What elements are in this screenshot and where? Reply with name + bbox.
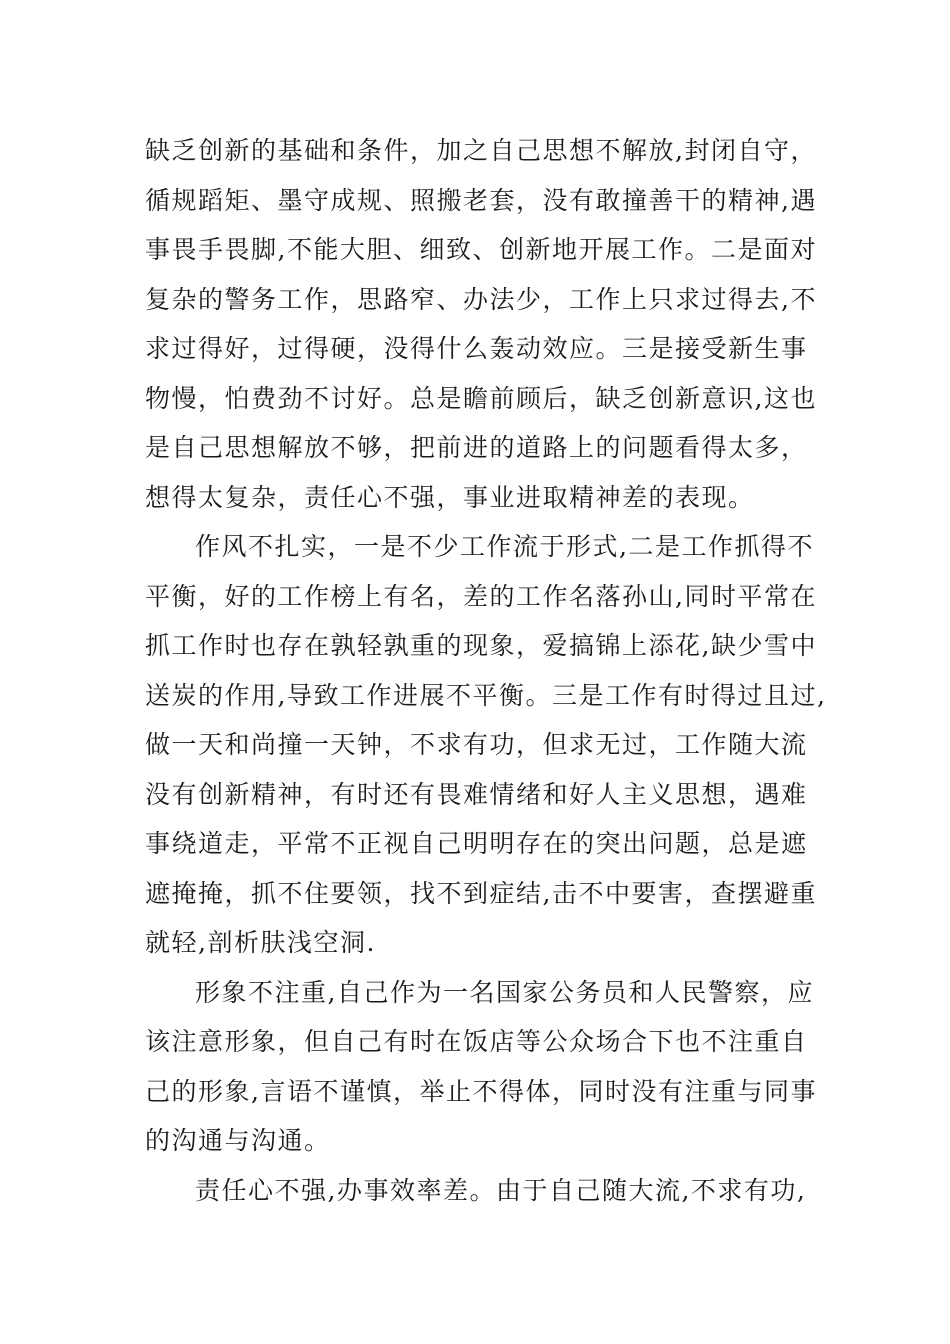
- text-line: 循规蹈矩、墨守成规、照搬老套，没有敢撞善干的精神,遇: [145, 185, 817, 215]
- text-line: 己的形象,言语不谨慎，举止不得体，同时没有注重与同事: [145, 1076, 817, 1106]
- text-line: 物慢，怕费劲不讨好。总是瞻前顾后，缺乏创新意识,这也: [145, 383, 817, 413]
- text-line: 就轻,剖析肤浅空洞.: [145, 928, 376, 957]
- text-line: 想得太复杂，责任心不强，事业进取精神差的表现。: [145, 482, 755, 512]
- body-text: [145, 126, 825, 1215]
- text-line: 求过得好，过得硬，没得什么轰动效应。三是接受新生事: [145, 334, 808, 363]
- text-line: 遮掩掩，抓不住要领，找不到症结,击不中要害，查摆避重: [145, 878, 817, 908]
- paragraph-first-line: 责任心不强,办事效率差。由于自己随大流,不求有功,: [195, 1175, 807, 1205]
- text-line: 该注意形象，但自己有时在饭店等公众场合下也不注重自: [145, 1027, 808, 1056]
- text-line: 抓工作时也存在孰轻孰重的现象，爱搞锦上添花,缺少雪中: [145, 631, 817, 660]
- text-line: 是自己思想解放不够，把前进的道路上的问题看得太多，: [145, 433, 808, 462]
- text-line: 缺乏创新的基础和条件，加之自己思想不解放,封闭自守，: [145, 136, 817, 165]
- text-line: 事绕道走，平常不正视自己明明存在的突出问题，总是遮: [145, 829, 808, 858]
- text-line: 复杂的警务工作，思路窄、办法少，工作上只求过得去,不: [145, 284, 817, 314]
- paragraph-first-line: 作风不扎实，一是不少工作流于形式,二是工作抓得不: [195, 532, 814, 561]
- text-line: 送炭的作用,导致工作进展不平衡。三是工作有时得过且过,: [145, 680, 827, 710]
- text-line: 做一天和尚撞一天钟，不求有功，但求无过，工作随大流: [145, 730, 808, 759]
- text-line: 没有创新精神，有时还有畏难情绪和好人主义思想，遇难: [145, 779, 808, 809]
- text-line: 事畏手畏脚,不能大胆、细致、创新地开展工作。二是面对: [145, 235, 817, 264]
- paragraph-first-line: 形象不注重,自己作为一名国家公务员和人民警察，应: [195, 977, 814, 1007]
- text-line: 的沟通与沟通。: [145, 1126, 331, 1155]
- text-line: 平衡，好的工作榜上有名，差的工作名落孙山,同时平常在: [145, 581, 817, 611]
